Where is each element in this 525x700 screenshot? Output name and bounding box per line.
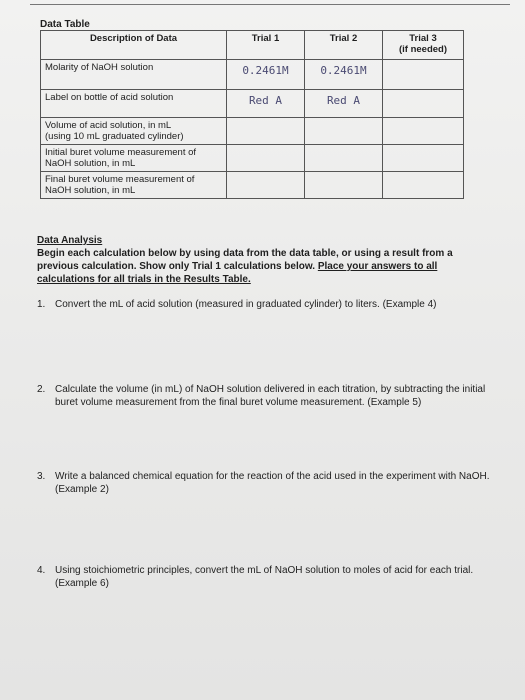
cell-trial-2[interactable]	[305, 145, 383, 172]
cell-trial-3[interactable]	[383, 118, 464, 145]
table-row	[41, 118, 464, 145]
top-rule	[30, 4, 510, 5]
header-description: Description of Data	[41, 31, 227, 60]
row-label: Volume of acid solution, in mL (using 10 mL graduated cylinder)	[41, 118, 227, 145]
question-3	[37, 470, 507, 496]
cell-trial-2[interactable]	[305, 172, 383, 199]
table-row	[41, 90, 464, 118]
data-table-title: Data Table	[40, 19, 90, 30]
question-2	[37, 383, 507, 409]
header-trial-3: Trial 3 (if needed)	[383, 31, 464, 60]
cell-trial-2[interactable]	[305, 90, 383, 118]
row-label: Initial buret volume measurement of NaOH solution, in mL	[41, 145, 227, 172]
question-text: Calculate the volume (in mL) of NaOH solution delivered in each titration, by subtracting the initial buret volume measurement from the final buret volume measurement. (Example 5)	[55, 384, 486, 408]
cell-trial-3[interactable]	[383, 60, 464, 90]
cell-trial-2[interactable]	[305, 60, 383, 90]
handwritten-value: Red A	[326, 94, 361, 107]
table-row	[41, 145, 464, 172]
data-analysis-section	[37, 234, 487, 286]
row-label: Label on bottle of acid solution	[41, 90, 227, 118]
row-label: Molarity of NaOH solution	[41, 60, 227, 90]
question-number: 4.	[37, 565, 46, 576]
analysis-heading: Data Analysis	[37, 235, 103, 246]
analysis-instructions: Begin each calculation below by using data from the data table, or using a result from a previous calculation. Show only Trial 1 calculations below.	[37, 248, 453, 272]
question-number: 2.	[37, 384, 46, 395]
cell-trial-1[interactable]	[227, 90, 305, 118]
analysis-emphasis: Place your answers to all calculations for all trials in the Results Table.	[37, 261, 438, 285]
handwritten-value: Red A	[248, 94, 283, 107]
question-text: Using stoichiometric principles, convert the mL of NaOH solution to moles of acid for each trial. (Example 6)	[55, 565, 474, 589]
row-label: Final buret volume measurement of NaOH solution, in mL	[41, 172, 227, 199]
handwritten-value: 0.2461M	[242, 64, 289, 77]
cell-trial-1[interactable]	[227, 145, 305, 172]
question-number: 3.	[37, 471, 46, 482]
table-row	[41, 60, 464, 90]
cell-trial-1[interactable]	[227, 172, 305, 199]
question-number: 1.	[37, 299, 46, 310]
header-trial-2: Trial 2	[305, 31, 383, 60]
question-4	[37, 564, 507, 590]
header-trial-1: Trial 1	[227, 31, 305, 60]
cell-trial-3[interactable]	[383, 145, 464, 172]
data-table	[40, 30, 464, 199]
question-text: Convert the mL of acid solution (measured in graduated cylinder) to liters. (Example 4)	[55, 299, 437, 310]
table-header-row	[41, 31, 464, 60]
cell-trial-1[interactable]	[227, 118, 305, 145]
handwritten-value: 0.2461M	[320, 64, 367, 77]
analysis-intro	[37, 247, 487, 286]
cell-trial-3[interactable]	[383, 90, 464, 118]
table-row	[41, 172, 464, 199]
cell-trial-3[interactable]	[383, 172, 464, 199]
cell-trial-1[interactable]	[227, 60, 305, 90]
question-1	[37, 298, 507, 311]
question-text: Write a balanced chemical equation for the reaction of the acid used in the experiment with NaOH. (Example 2)	[55, 471, 490, 495]
cell-trial-2[interactable]	[305, 118, 383, 145]
